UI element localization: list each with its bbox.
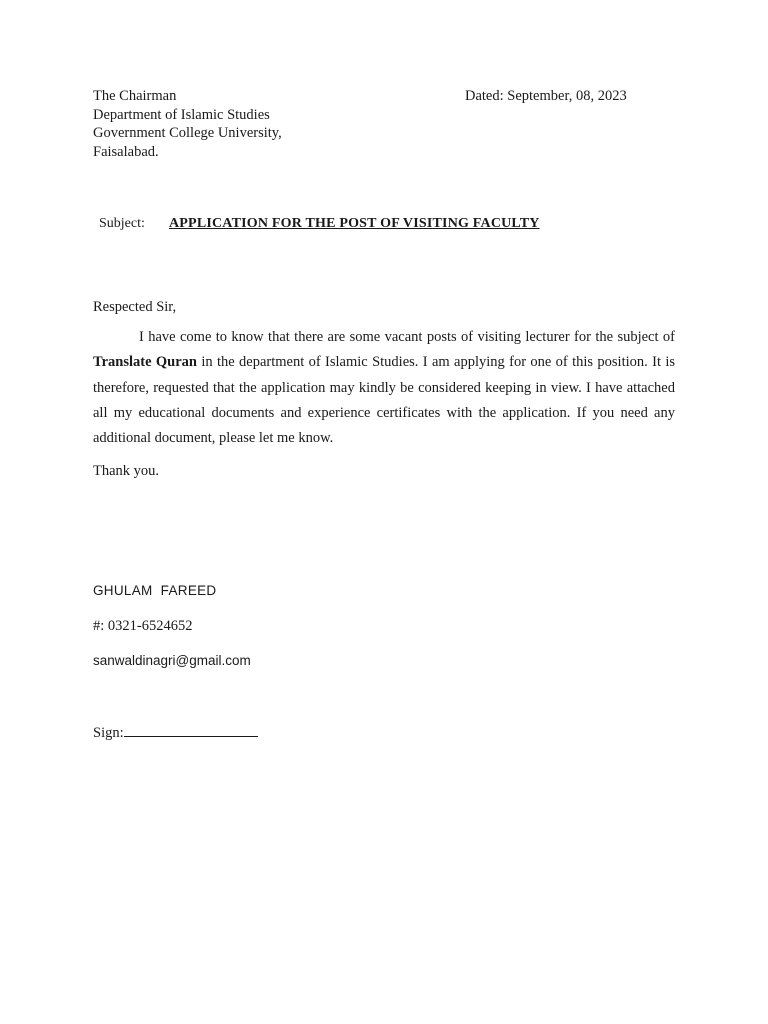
signer-email: sanwaldinagri@gmail.com (93, 653, 251, 668)
letter-date: Dated: September, 08, 2023 (465, 88, 627, 104)
signature-label: Sign: (93, 725, 124, 741)
subject-label: Subject: (99, 216, 145, 231)
signature-line (124, 722, 258, 737)
addressee-department: Department of Islamic Studies (93, 106, 270, 123)
body-text-end: in the department of Islamic Studies. I am applying for one of this position. It is therefore, requested that the application may kindly be considered keeping in view. I have attached all my educational documents and experience certificates with the application. If you need any additional document, please let me know. (93, 354, 675, 447)
subject-line (99, 215, 540, 233)
addressee-block (93, 87, 423, 161)
addressee-title: The Chairman (93, 88, 177, 104)
subject-text: APPLICATION FOR THE POST OF VISITING FACULTY (169, 216, 540, 231)
signer-phone: #: 0321-6524652 (93, 618, 193, 634)
closing: Thank you. (93, 463, 160, 479)
body-text-start: I have come to know that there are some vacant posts of visiting lecturer for the subject of (139, 329, 675, 345)
addressee-city: Faisalabad. (93, 143, 159, 160)
addressee-institution: Government College University, (93, 125, 282, 141)
signature-field (93, 722, 258, 742)
salutation: Respected Sir, (93, 299, 177, 315)
signer-name: GHULAM FAREED (93, 583, 217, 598)
body-bold-subject: Translate Quran (93, 354, 197, 371)
body-paragraph (93, 325, 675, 451)
